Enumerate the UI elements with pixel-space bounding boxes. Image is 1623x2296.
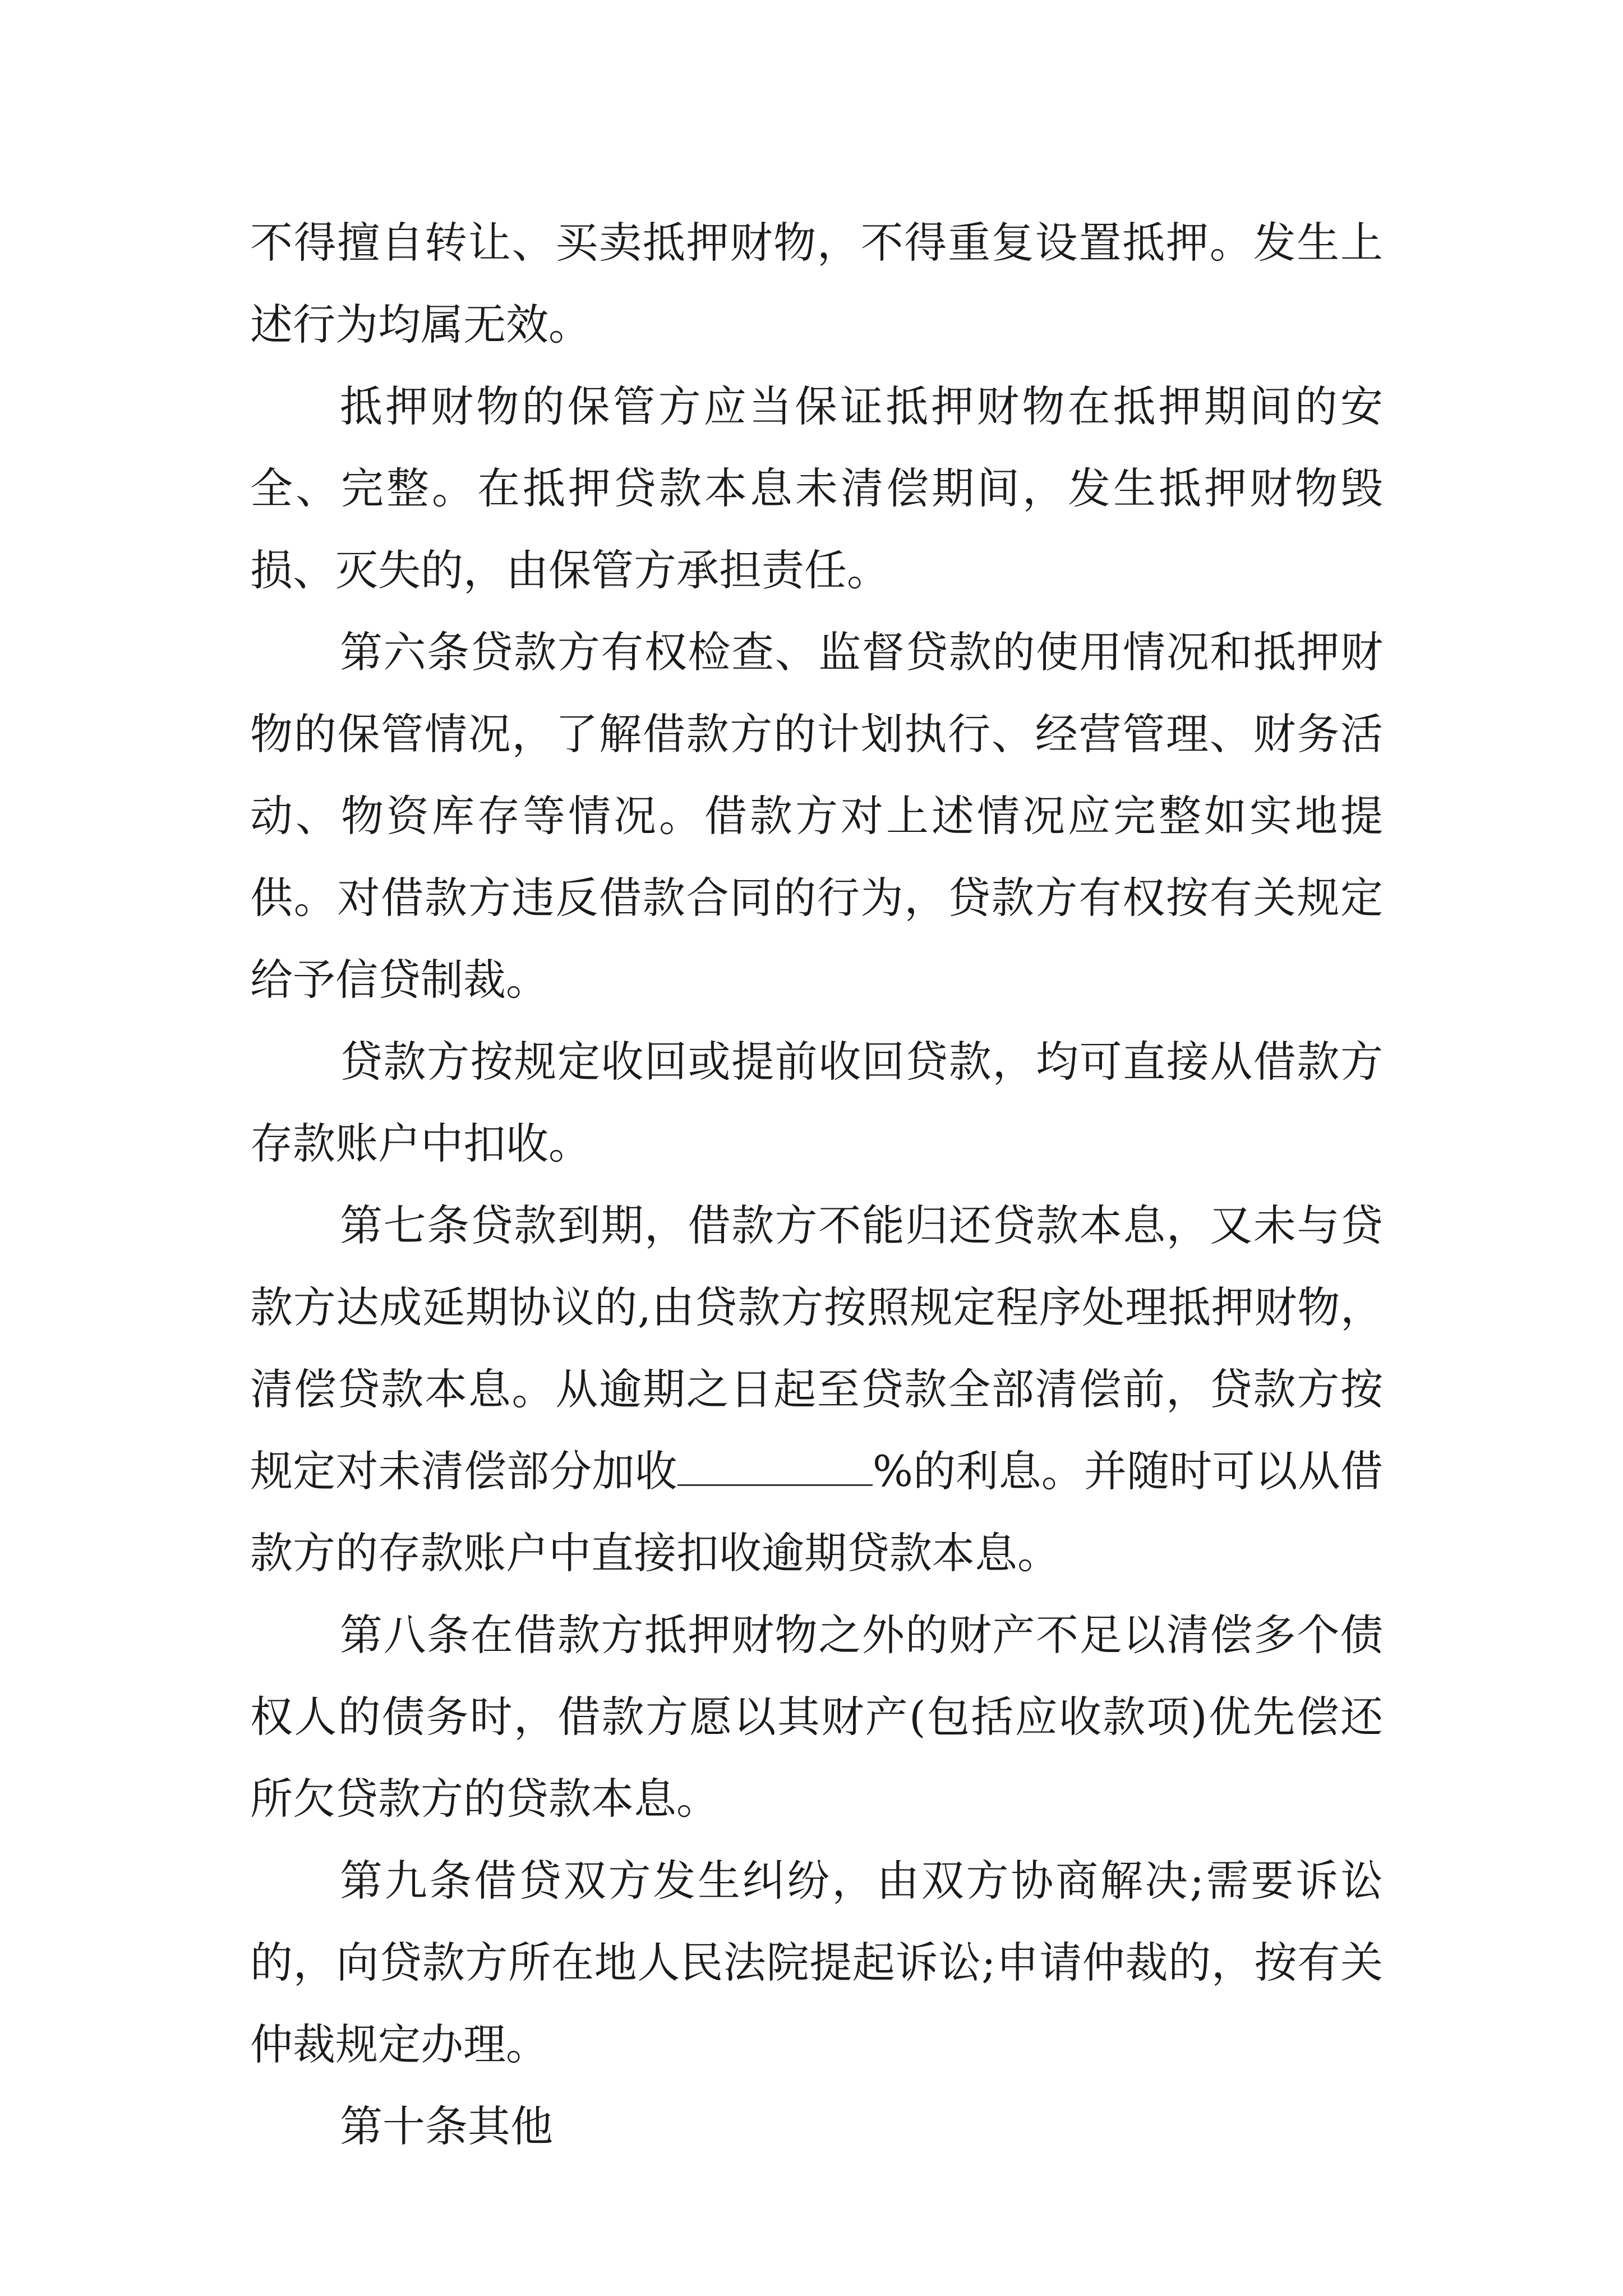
- paragraph-article-8: 第八条在借款方抵押财物之外的财产不足以清偿多个债权人的债务时，借款方愿以其财产(包括应收款项)优先偿还所欠贷款方的贷款本息。: [250, 1610, 1383, 1824]
- article-7-text-before-blank: 第七条贷款到期，借款方不能归还贷款本息，又未与贷款方达成延期协议的,由贷款方按照规定程序处理抵押财物，清偿贷款本息。从逾期之日起至贷款全部清偿前，贷款方按规定对未清偿部分加收: [250, 1200, 1383, 1496]
- paragraph-article-9: 第九条借贷双方发生纠纷，由双方协商解决;需要诉讼的，向贷款方所在地人民法院提起诉讼;申请仲裁的，按有关仲裁规定办理。: [250, 1856, 1383, 2069]
- paragraph-custody: 抵押财物的保管方应当保证抵押财物在抵押期间的安全、完整。在抵押贷款本息未清偿期间，发生抵押财物毁损、灭失的，由保管方承担责任。: [250, 381, 1383, 595]
- paragraph-article-7: [250, 1185, 1383, 1594]
- paragraph-article-10: 第十条其他: [340, 2101, 553, 2151]
- paragraph-continuation: 不得擅自转让、买卖抵押财物，不得重复设置抵押。发生上述行为均属无效。: [250, 218, 1383, 349]
- paragraph-repayment-deduction: 贷款方按规定收回或提前收回贷款，均可直接从借款方存款账户中扣收。: [250, 1037, 1383, 1168]
- document-body: [250, 202, 1383, 2168]
- interest-rate-blank: [677, 1445, 873, 1486]
- article-7-text-after-blank: %的利息。并随时可以从借款方的存款账户中直接扣收逾期贷款本息。: [250, 1446, 1384, 1578]
- paragraph-article-6: 第六条贷款方有权检查、监督贷款的使用情况和抵押财物的保管情况，了解借款方的计划执行、经营管理、财务活动、物资库存等情况。借款方对上述情况应完整如实地提供。对借款方违反借款合同的行为，贷款方有权按有关规定给予信贷制裁。: [250, 627, 1383, 1005]
